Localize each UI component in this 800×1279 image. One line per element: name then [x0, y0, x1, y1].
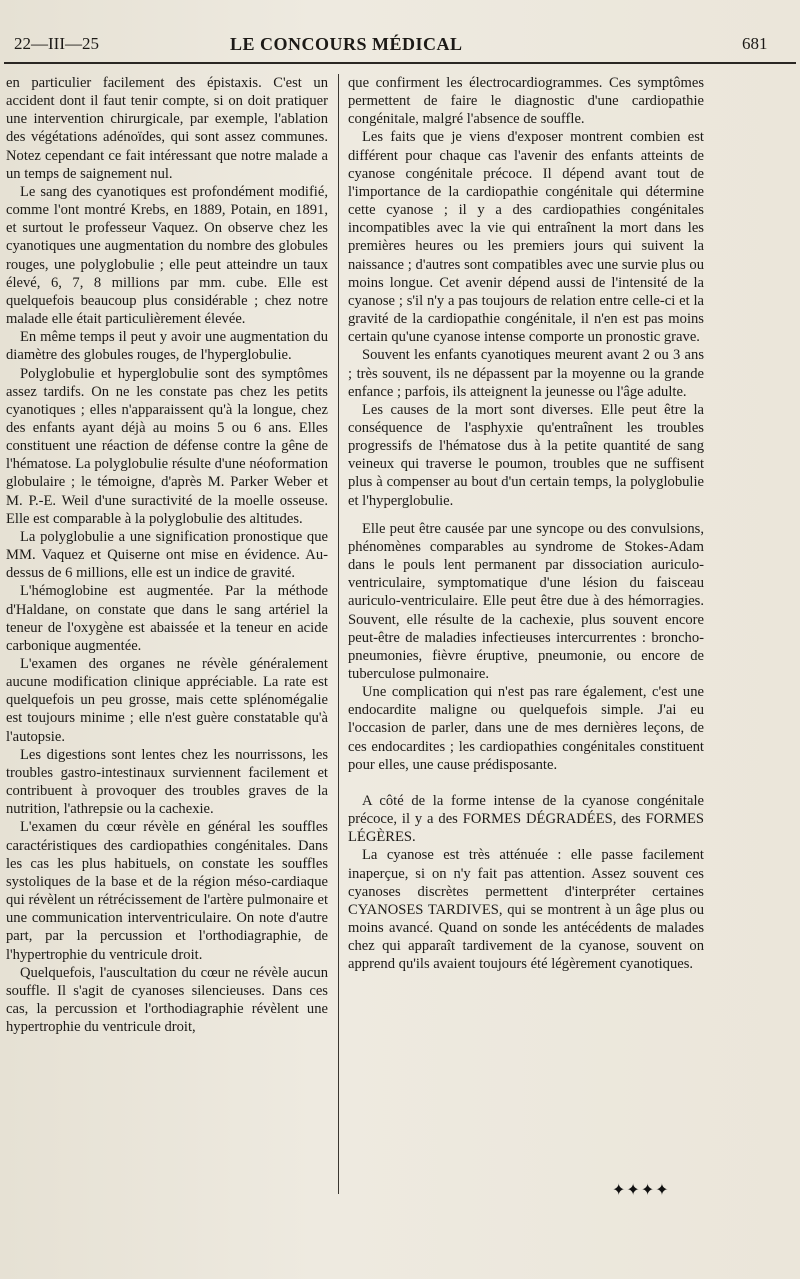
paragraph: A côté de la forme intense de la cyanose congénitale précoce, il y a des FORMES DÉGRADÉES, des FORMES LÉGÈRES.: [348, 792, 704, 846]
paragraph: Une complication qui n'est pas rare également, c'est une endocardite maligne ou quelquefois simple. J'ai eu l'occasion de parler, dans une de mes dernières leçons, de ces endocardites ; les cardiopathies congénitales constituent pour elles, une cause prédisposante.: [348, 684, 704, 773]
paragraph: La cyanose est très atténuée : elle passe facilement inaperçue, si on n'y fait pas attention. Assez souvent ces cyanoses discrètes permettent d'interpréter certaines CYANOSES TARDIVES, qui se montrent à un âge plus ou moins avancé. Quand on sonde les antécédents de malades chez qui apparaît tardivement de la cyanose, souvent on apprend qu'ils avaient toujours été légèrement cyanotiques.: [348, 847, 704, 973]
paragraph: Les causes de la mort sont diverses. Elle peut être la conséquence de l'asphyxie qu'entraînent les troubles progressifs de l'hématose dus à la petite quantité de sang veineux qui traverse le poumon, troubles que ne suffisent plus à compenser au bout d'un certain temps, la polyglobulie et l'hyperglobulie.: [348, 401, 704, 509]
paragraph: Polyglobulie et hyperglobulie sont des symptômes assez tardifs. On ne les constate pas chez les petits cyanotiques ; elles n'apparaissent qu'à la longue, chez des enfants ayant déjà au moins 5 ou 6 ans. Elles constituent une réaction de défense contre la gêne de l'hématose. La polyglobulie résulte d'une néoformation globulaire ; le témoigne, d'après M. Parker Weber et M. P.-E. Weil d'une suractivité de la moelle osseuse. Elle est comparable à la polyglobulie des altitudes.: [6, 365, 328, 527]
left-column: [6, 74, 328, 1036]
column-divider: [338, 74, 339, 1194]
journal-title: LE CONCOURS MÉDICAL: [230, 34, 463, 54]
paragraph: L'examen du cœur révèle en général les souffles caractéristiques des cardiopathies congénitales. Dans les cas les plus habituels, on constate les souffles systoliques de la base et de la région méso-cardiaque qui révèlent un rétrécissement de l'artère pulmonaire et une communication interventriculaire. On note d'autre part, par la percussion et l'orthodiagraphie, de l'hypertrophie du ventricule droit.: [6, 819, 328, 963]
page-number: 681: [742, 34, 768, 53]
paragraph: En même temps il peut y avoir une augmentation du diamètre des globules rouges, de l'hyperglobulie.: [6, 329, 328, 364]
ornament-end-mark: ✦✦✦✦: [612, 1182, 670, 1199]
page-header: [0, 30, 800, 60]
paragraph: Les faits que je viens d'exposer montrent combien est différent pour chaque cas l'avenir des enfants atteints de cyanose congénitale précoce. Il dépend avant tout de l'importance de la cardiopathie congénitale qui détermine cette cyanose ; il y a des cardiopathies congénitales incompatibles avec la vie qui entraînent la mort dans les premières heures ou les premiers jours qui suivent la naissance ; d'autres sont compatibles avec une survie plus ou moins longue. Cet avenir dépend aussi de l'intensité de la cyanose ; s'il n'y a pas toujours de relation entre celle-ci et la gravité de la cardiopathie congénitale, il n'en est pas moins certain qu'une cyanose intense comporte un pronostic grave.: [348, 129, 704, 346]
right-column: [348, 74, 704, 974]
paragraph: Elle peut être causée par une syncope ou des convulsions, phénomènes comparables au syndrome de Stokes-Adam dans le pouls lent permanent par dissociation auriculo-ventriculaire, symptomatique d'une lésion du faisceau auriculo-ventriculaire. Elle peut être due à des hémorragies. Souvent, elle résulte de la cachexie, plus souvent encore peut-être de maladies infectieuses intercurrentes : broncho-pneumonies, fièvre éruptive, pneumonie, ou encore de tuberculose pulmonaire.: [348, 520, 704, 682]
paragraph: que confirment les électrocardiogrammes. Ces symptômes permettent de faire le diagnostic d'une cardiopathie congénitale, malgré l'absence de souffle.: [348, 75, 704, 128]
paragraph: L'hémoglobine est augmentée. Par la méthode d'Haldane, on constate que dans le sang artériel la teneur de l'oxygène est abaissée et la teneur en acide carbonique augmentée.: [6, 583, 328, 654]
paragraph: L'examen des organes ne révèle généralement aucune modification clinique appréciable. La rate est quelquefois un peu grosse, mais cette splénomégalie est toujours minime ; elle n'est guère constatable qu'à l'autopsie.: [6, 656, 328, 745]
paragraph: Les digestions sont lentes chez les nourrissons, les troubles gastro-intestinaux surviennent facilement et contribuent à provoquer des troubles graves de la nutrition, l'athrepsie ou la cachexie.: [6, 746, 328, 818]
paragraph: Le sang des cyanotiques est profondément modifié, comme l'ont montré Krebs, en 1889, Potain, en 1891, et surtout le professeur Vaquez. On observe chez les cyanotiques une augmentation du nombre des globules rouges, une polyglobulie ; elle peut atteindre un taux élevé, 6, 7, 8 millions par mm. cube. Elle est quelquefois beaucoup plus considérable ; chez notre malade elle était particulièrement élevée.: [6, 183, 328, 328]
paragraph: en particulier facilement des épistaxis. C'est un accident dont il faut tenir compte, si on doit pratiquer une intervention chirurgicale, par exemple, l'ablation des végétations adénoïdes, qui sont assez communes. Notez cependant ce fait intéressant que notre malade a un temps de saignement nul.: [6, 75, 328, 182]
issue-date: 22—III—25: [14, 34, 99, 53]
paragraph: Souvent les enfants cyanotiques meurent avant 2 ou 3 ans ; très souvent, ils ne dépassent par la moyenne ou la grande enfance ; parfois, ils atteignent la jeunesse ou l'âge adulte.: [348, 347, 704, 400]
header-rule: [4, 62, 796, 64]
paragraph: La polyglobulie a une signification pronostique que MM. Vaquez et Quiserne ont mise en évidence. Au-dessus de 6 millions, elle est un indice de gravité.: [6, 528, 328, 582]
paragraph: Quelquefois, l'auscultation du cœur ne révèle aucun souffle. Il s'agit de cyanoses silencieuses. Dans ces cas, la percussion et l'orthodiagraphie révèlent une hypertrophie du ventricule droit,: [6, 964, 328, 1036]
